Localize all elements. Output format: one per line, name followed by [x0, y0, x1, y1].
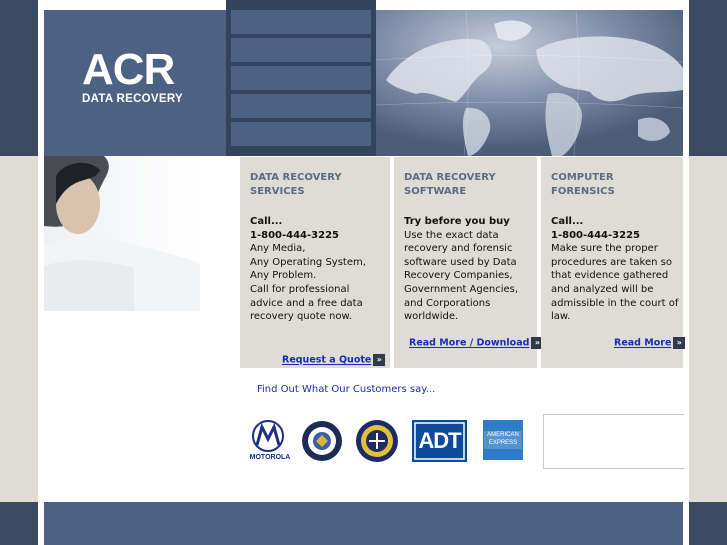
- logo-sub-text: DATA RECOVERY: [82, 93, 184, 105]
- services-call-label: Call...: [250, 216, 283, 227]
- software-line: software used by Data: [404, 256, 517, 268]
- software-line: recovery and forensic: [404, 243, 513, 255]
- forensics-line: that evidence gathered: [551, 270, 669, 282]
- hero-photo: [44, 156, 200, 311]
- left-band-bottom: [0, 502, 38, 545]
- double-chevron-right-icon: »: [531, 337, 543, 349]
- footer-bar: [44, 502, 683, 545]
- forensics-title: [551, 171, 615, 199]
- double-chevron-right-icon: »: [373, 354, 385, 366]
- request-quote-link[interactable]: [282, 354, 385, 366]
- services-line: Call for professional: [250, 283, 350, 295]
- woman-portrait-icon: [44, 156, 200, 311]
- services-body: [250, 215, 366, 324]
- acr-logo[interactable]: [82, 45, 184, 105]
- forensics-phone: 1-800-444-3225: [551, 229, 640, 241]
- motorola-wordmark: MOTOROLA: [249, 454, 291, 461]
- software-line: Use the exact data: [404, 229, 499, 241]
- software-line: Recovery Companies,: [404, 270, 513, 282]
- software-title: [404, 171, 496, 199]
- forensics-body: [551, 215, 678, 324]
- amex-wordmark-line2: EXPRESS: [488, 440, 518, 446]
- services-line: recovery quote now.: [250, 311, 352, 323]
- defense-seal-icon: [302, 421, 342, 461]
- forensics-read-more-label: Read More: [614, 337, 672, 349]
- right-band-top: [689, 0, 727, 156]
- read-more-download-link[interactable]: [409, 337, 543, 349]
- forensics-title-line1: COMPUTER: [551, 172, 614, 183]
- left-side-band: [0, 0, 38, 545]
- read-more-download-label: Read More / Download: [409, 337, 530, 349]
- services-line: Any Problem.: [250, 270, 317, 282]
- nav-button-4[interactable]: [231, 94, 371, 118]
- services-column: [240, 157, 390, 368]
- logos-divider-top: [543, 414, 684, 415]
- software-title-line1: DATA RECOVERY: [404, 172, 496, 183]
- double-chevron-right-icon: »: [673, 337, 685, 349]
- adt-wordmark: ADT: [418, 428, 461, 453]
- services-line: Any Operating System,: [250, 256, 366, 268]
- logos-divider-bottom: [543, 468, 684, 469]
- software-try-label: Try before you buy: [404, 216, 510, 227]
- software-line: Government Agencies,: [404, 283, 519, 295]
- header: [44, 10, 683, 156]
- services-title-line1: DATA RECOVERY: [250, 172, 342, 183]
- software-line: and Corporations: [404, 297, 491, 309]
- amex-wordmark-line1: AMERICAN: [487, 432, 519, 438]
- nav-menu: [226, 0, 376, 156]
- logo-main-text: ACR: [82, 45, 175, 94]
- world-map-image: [376, 10, 683, 156]
- forensics-line: law.: [551, 311, 571, 323]
- services-title-line2: SERVICES: [250, 186, 305, 197]
- forensics-title-line2: FORENSICS: [551, 186, 615, 197]
- left-band-top: [0, 0, 38, 156]
- logos-divider-vertical: [543, 414, 544, 469]
- forensics-line: and analyzed will be: [551, 283, 654, 295]
- forensics-read-more-link[interactable]: [614, 337, 685, 349]
- software-body: [404, 215, 518, 324]
- nav-button-1[interactable]: [231, 10, 371, 34]
- right-side-band: [689, 0, 727, 545]
- forensics-column: [541, 157, 683, 368]
- world-map-icon: [376, 10, 683, 156]
- right-band-bottom: [689, 502, 727, 545]
- software-column: [394, 157, 540, 368]
- request-quote-label: Request a Quote: [282, 354, 372, 366]
- services-line: Any Media,: [250, 243, 306, 255]
- client-logos: [240, 414, 684, 469]
- forensics-line: admissible in the court of: [551, 297, 679, 309]
- motorola-logo-icon: [253, 421, 283, 451]
- software-line: worldwide.: [404, 311, 459, 323]
- forensics-call-label: Call...: [551, 216, 584, 227]
- faa-seal-icon: [356, 420, 398, 462]
- nav-button-2[interactable]: [231, 38, 371, 62]
- forensics-line: Make sure the proper: [551, 243, 658, 255]
- services-line: advice and a free data: [250, 297, 363, 309]
- services-title: [250, 171, 342, 199]
- customers-link[interactable]: Find Out What Our Customers say...: [257, 384, 436, 395]
- software-title-line2: SOFTWARE: [404, 186, 467, 197]
- nav-button-3[interactable]: [231, 66, 371, 90]
- forensics-line: procedures are taken so: [551, 256, 672, 268]
- nav-button-5[interactable]: [231, 122, 371, 146]
- services-phone: 1-800-444-3225: [250, 229, 339, 241]
